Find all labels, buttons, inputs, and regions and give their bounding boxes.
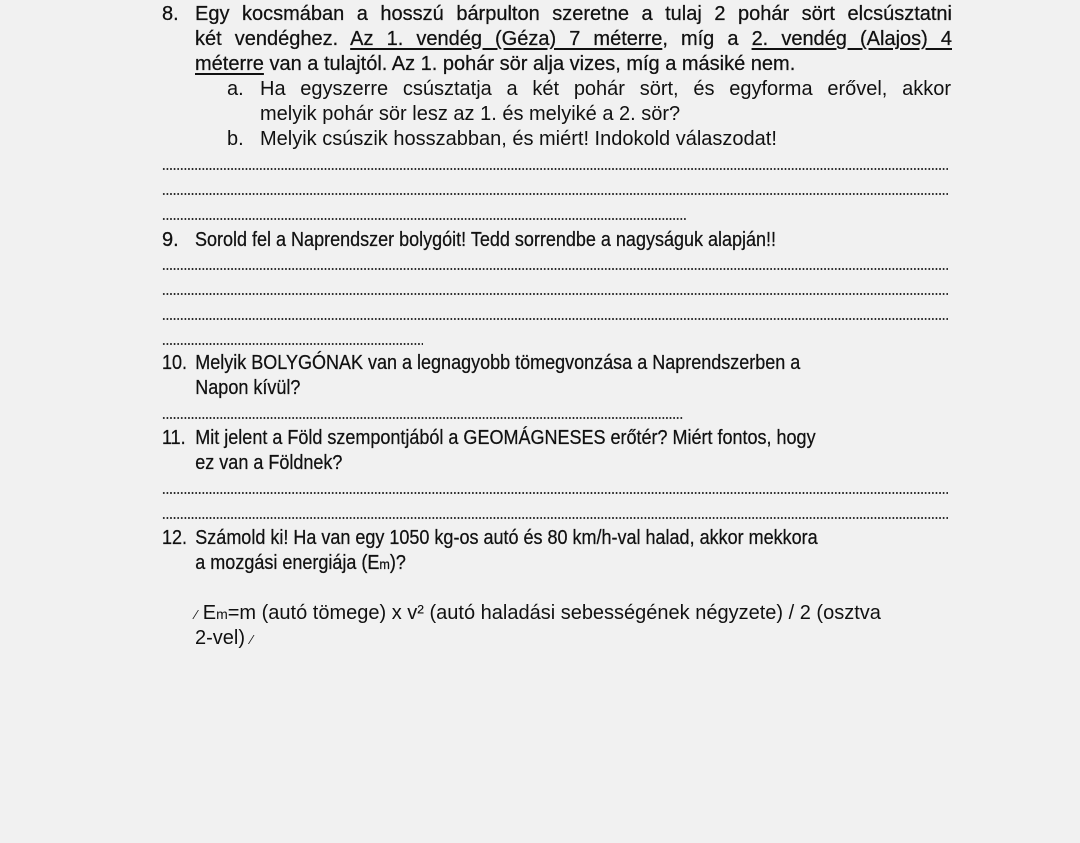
slash-mark: ⁄: [195, 607, 198, 622]
text-fragment: , míg a: [662, 28, 752, 50]
question-text-line: [195, 27, 952, 52]
underlined-text: méterre: [195, 53, 264, 75]
question-number: 11.: [162, 427, 186, 449]
question-number: 10.: [162, 352, 188, 374]
underlined-text: 2. vendég (Alajos) 4: [751, 28, 952, 50]
subquestion-label: a.: [227, 78, 244, 100]
answer-line[interactable]: [162, 168, 948, 170]
answer-line[interactable]: [162, 293, 948, 295]
text-fragment: E: [197, 602, 217, 624]
question-number: 12.: [162, 527, 188, 549]
question-number: 8.: [162, 3, 179, 25]
text-fragment: a mozgási energiája (E: [195, 552, 380, 574]
text-fragment: két vendéghez.: [195, 28, 351, 50]
answer-line[interactable]: [162, 343, 423, 345]
subquestion-text-line: Ha egyszerre csúsztatja a két pohár sört, és egyforma erővel, akkor: [260, 78, 951, 100]
answer-line[interactable]: [162, 318, 948, 320]
question-text-line: Sorold fel a Naprendszer bolygóit! Tedd sorrendbe a nagyságuk alapján!!: [195, 229, 777, 251]
answer-line[interactable]: [162, 268, 948, 270]
subquestion-8b: [227, 127, 951, 152]
slash-mark: ⁄: [250, 632, 253, 647]
subquestion-text-line: melyik pohár sör lesz az 1. és melyiké a 2. sör?: [260, 103, 681, 125]
formula-hint: [195, 601, 955, 651]
question-number: 9.: [162, 229, 179, 251]
question-text-line: [195, 52, 952, 77]
answer-line[interactable]: [162, 218, 686, 220]
underlined-text: Az 1. vendég (Géza) 7 méterre: [350, 28, 663, 50]
subscript-m: m: [379, 556, 390, 572]
answer-line[interactable]: [162, 417, 683, 419]
text-fragment: van a tulajtól. Az 1. pohár sör alja vizes, míg a másiké nem.: [263, 53, 796, 75]
question-text-line: Melyik BOLYGÓNAK van a legnagyobb tömegvonzása a Naprendszerben a: [195, 352, 801, 374]
answer-line[interactable]: [162, 193, 948, 195]
question-text-line: Számold ki! Ha van egy 1050 kg-os autó és 80 km/h-val halad, akkor mekkora: [195, 527, 818, 549]
subquestion-text-line: Melyik csúszik hosszabban, és miért! Indokold válaszodat!: [260, 128, 777, 150]
subscript-m: m: [216, 606, 228, 622]
question-text-line: Egy kocsmában a hosszú bárpulton szeretne a tulaj 2 pohár sört elcsúsztatni: [195, 3, 952, 25]
text-fragment: =m (autó tömege) x v² (autó haladási sebességének négyzete) / 2 (osztva: [227, 602, 881, 624]
question-text-line: Napon kívül?: [195, 377, 301, 399]
answer-line[interactable]: [162, 517, 948, 519]
subquestion-8a: [227, 77, 951, 127]
formula-hint-line: [195, 626, 955, 651]
question-text-line: ez van a Földnek?: [195, 452, 343, 474]
text-fragment: 2-vel): [195, 627, 251, 649]
subquestion-label: b.: [227, 128, 244, 150]
answer-line[interactable]: [162, 492, 948, 494]
question-text-line: [195, 551, 817, 576]
formula-hint-line: [195, 601, 955, 626]
text-fragment: )?: [389, 552, 406, 574]
question-text-line: Mit jelent a Föld szempontjából a GEOMÁGNESES erőtér? Miért fontos, hogy: [195, 427, 816, 449]
